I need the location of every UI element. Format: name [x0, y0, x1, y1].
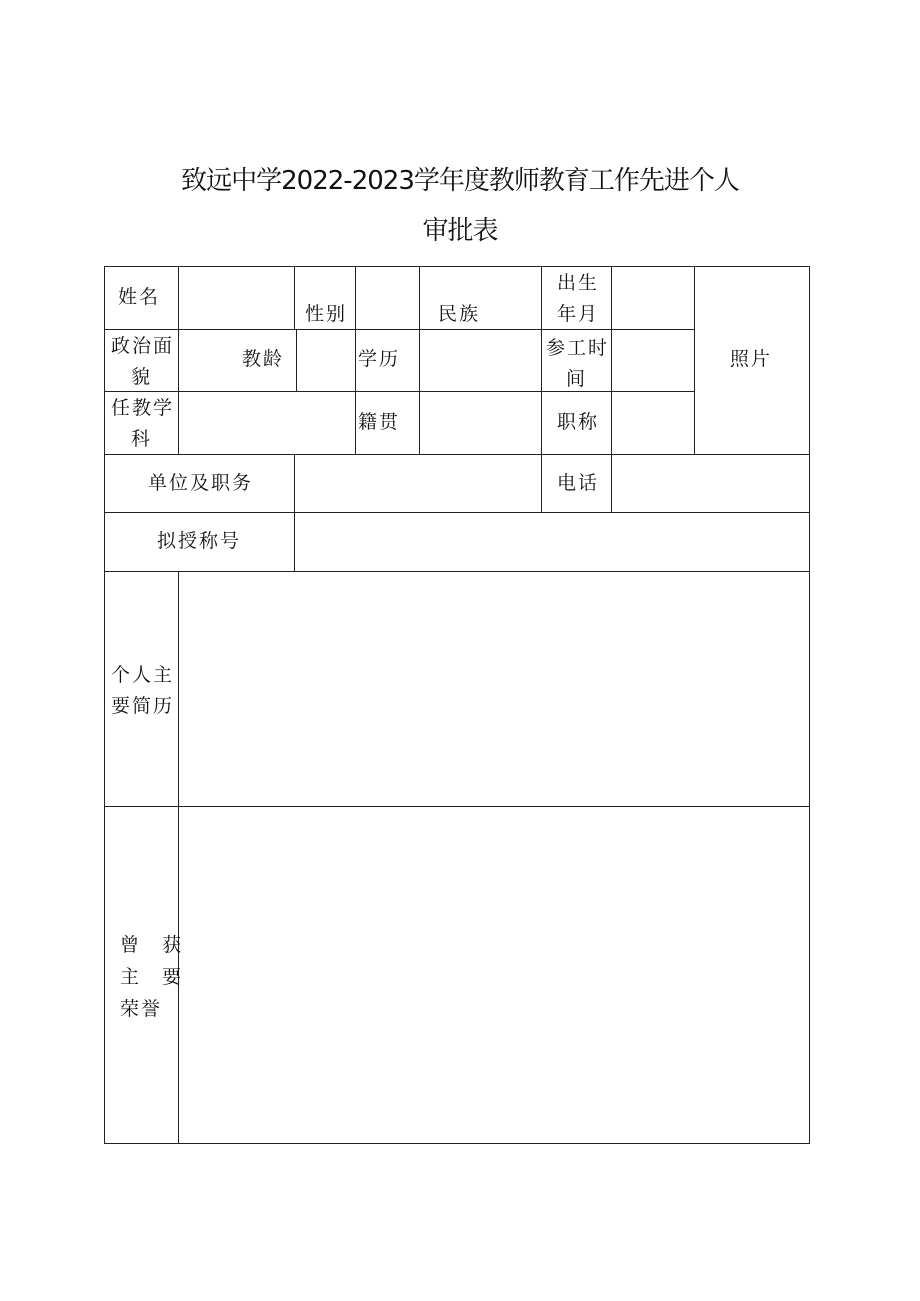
teaching-years-label: 教龄 [242, 348, 285, 370]
birth-field[interactable] [612, 267, 694, 329]
education-label: 学历 [358, 348, 401, 370]
table-rule [104, 266, 105, 1144]
document-subtitle: 审批表 [422, 216, 498, 246]
name-label: 姓名 [118, 286, 161, 308]
document-title: 致远中学2022-2023学年度教师教育工作先进个人 [181, 166, 739, 196]
phone-label: 电话 [557, 472, 600, 494]
photo-label: 照片 [730, 348, 773, 370]
political-label-line1: 政治面 [111, 335, 175, 357]
name-field[interactable] [179, 267, 294, 329]
table-rule [104, 1143, 810, 1144]
proposed-honor-label: 拟授称号 [157, 530, 242, 552]
table-rule [809, 266, 810, 1144]
education-field[interactable] [420, 330, 541, 391]
work-start-field[interactable] [612, 330, 694, 391]
resume-label-line1: 个人主 [111, 664, 175, 686]
unit-position-label: 单位及职务 [148, 472, 254, 494]
subject-field[interactable] [179, 392, 355, 454]
table-rule [104, 329, 695, 330]
resume-field[interactable] [179, 572, 809, 806]
resume-label-line2: 要简历 [111, 695, 175, 717]
subject-label-line2: 科 [131, 428, 153, 450]
phone-field[interactable] [612, 455, 809, 512]
title-rank-field[interactable] [612, 392, 694, 454]
birth-label-line1: 出生 [557, 272, 600, 294]
gender-field[interactable] [356, 267, 419, 329]
native-place-label: 籍贯 [358, 411, 401, 433]
ethnicity-label: 民族 [438, 303, 481, 325]
gender-label: 性别 [305, 303, 348, 325]
table-rule [541, 266, 542, 513]
birth-label-line2: 年月 [557, 303, 600, 325]
teaching-years-field[interactable] [297, 330, 355, 391]
honors-label-line1: 曾 获 [120, 934, 184, 956]
native-place-field[interactable] [420, 392, 541, 454]
proposed-honor-field[interactable] [295, 513, 809, 571]
subject-label-line1: 任教学 [111, 397, 175, 419]
political-label-line2: 貌 [131, 366, 153, 388]
title-rank-label: 职称 [557, 411, 600, 433]
honors-label-line2: 主 要 [120, 966, 184, 988]
unit-position-field[interactable] [295, 455, 541, 512]
table-rule [294, 266, 295, 329]
honors-label-line3: 荣誉 [120, 998, 163, 1020]
work-start-label-line2: 间 [566, 368, 588, 390]
photo-field[interactable] [695, 267, 809, 454]
work-start-label-line1: 参工时 [546, 337, 610, 359]
honors-field[interactable] [179, 807, 809, 1143]
